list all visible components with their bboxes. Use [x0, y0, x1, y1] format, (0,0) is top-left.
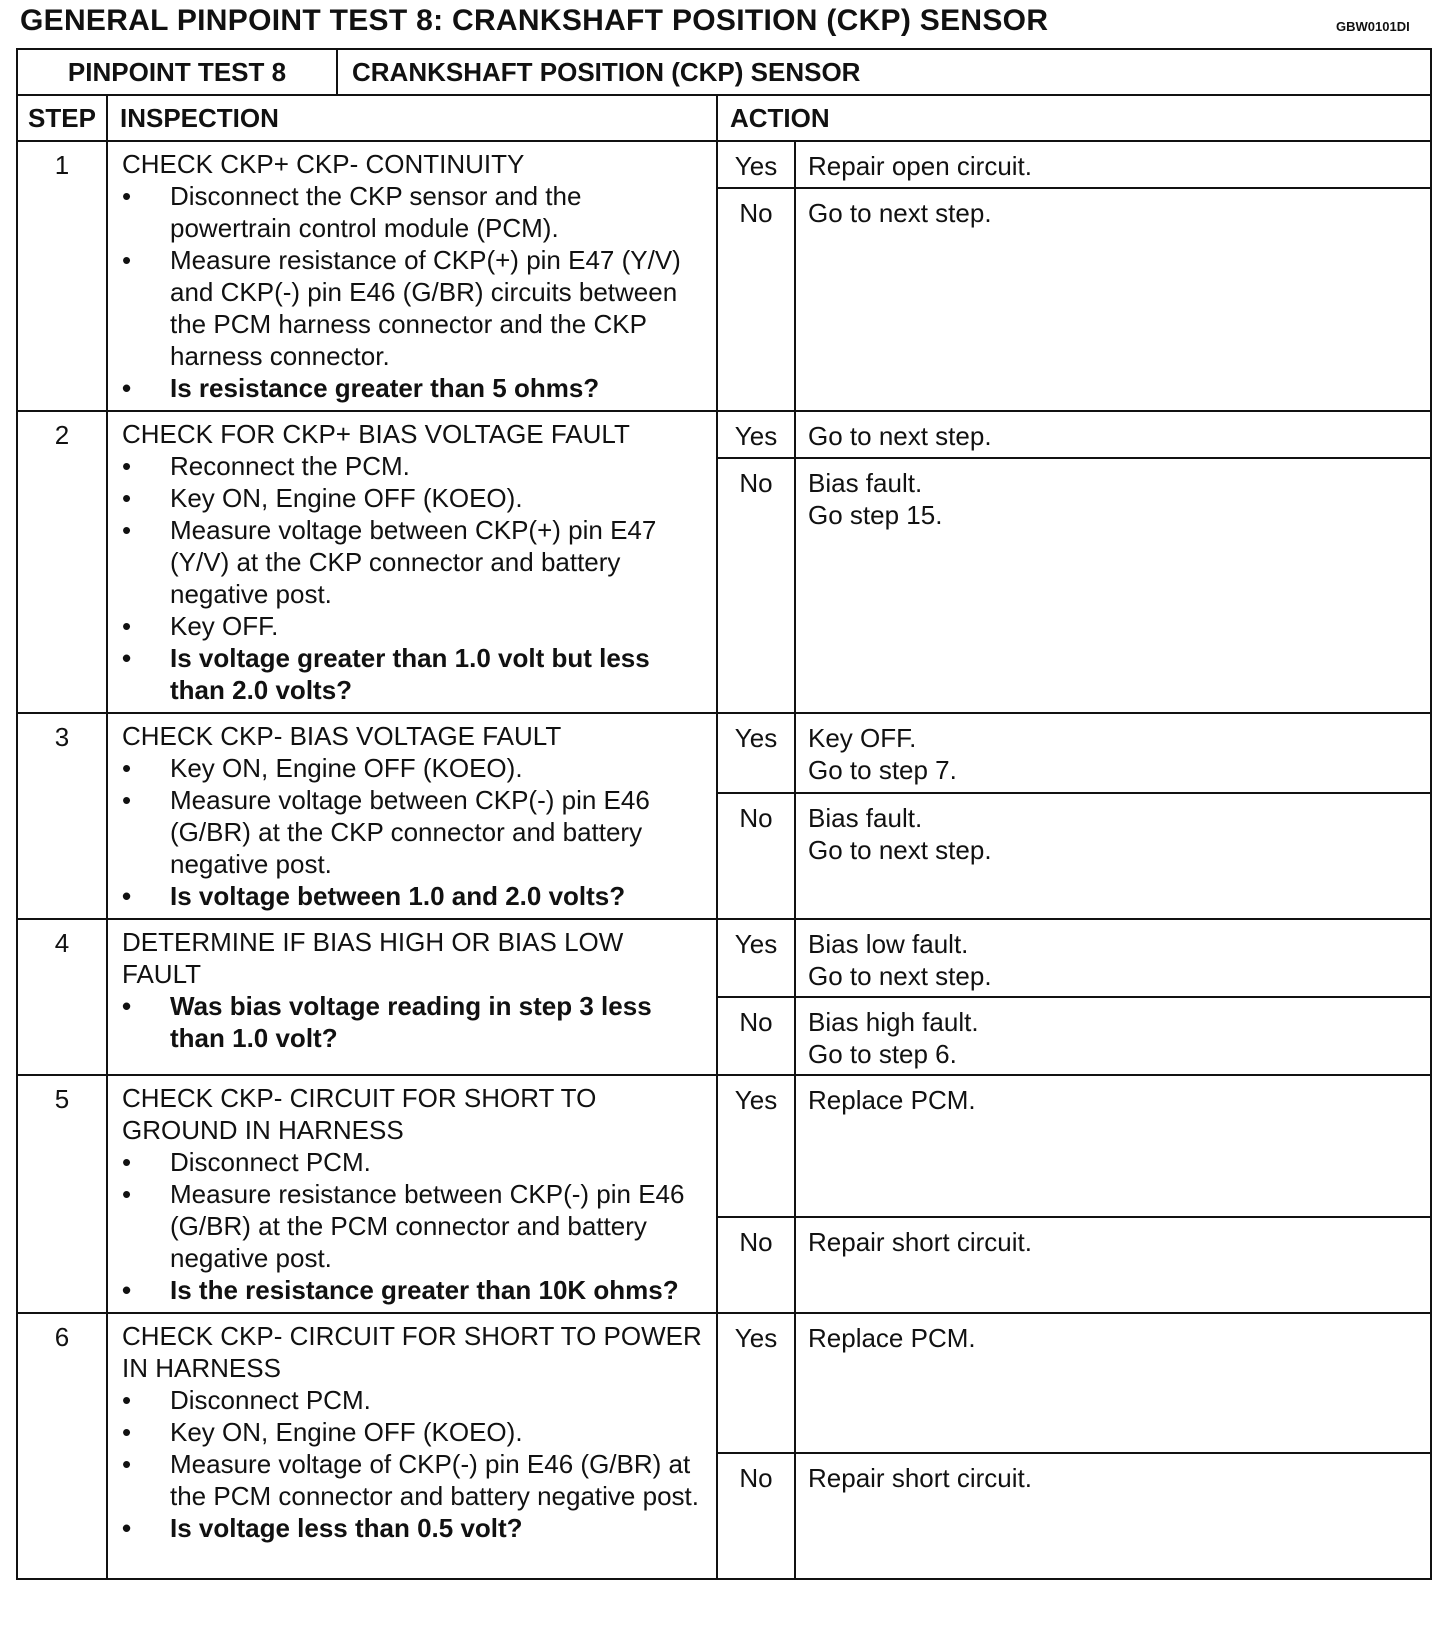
inspection-question: • Was bias voltage reading in step 3 less than 1.0 volt? — [122, 990, 704, 1054]
inspection-bullet: • Key OFF. — [122, 610, 704, 642]
inspection-question: • Is the resistance greater than 10K ohms? — [122, 1274, 704, 1306]
step-number: 3 — [17, 713, 107, 919]
pinpoint-test-table — [16, 48, 1432, 1580]
inspection-bullet: • Measure resistance of CKP(+) pin E47 (Y/V) and CKP(-) pin E46 (G/BR) circuits between the PCM harness connector and the CKP harness connector. — [122, 244, 704, 372]
step-number: 4 — [17, 919, 107, 1075]
yes-action — [795, 713, 1431, 793]
inspection-bullets — [122, 752, 704, 912]
no-action — [795, 1217, 1431, 1313]
no-action — [795, 188, 1431, 411]
inspection-bullet: • Measure resistance between CKP(-) pin E46 (G/BR) at the PCM connector and battery negative post. — [122, 1178, 704, 1274]
action-line: Bias high fault. — [808, 1007, 979, 1037]
inspection-title: DETERMINE IF BIAS HIGH OR BIAS LOW FAULT — [122, 927, 624, 989]
step-number: 5 — [17, 1075, 107, 1313]
action-line: Go to next step. — [808, 197, 992, 228]
action-line: Go to next step. — [808, 961, 992, 991]
yes-action — [795, 1313, 1431, 1453]
no-label: No — [717, 997, 795, 1075]
yes-label: Yes — [717, 713, 795, 793]
step-inspection — [107, 1075, 717, 1313]
action-line: Bias fault. — [808, 802, 923, 833]
yes-action — [795, 1075, 1431, 1217]
yes-label: Yes — [717, 141, 795, 188]
step-row-yes — [17, 1075, 1431, 1217]
column-header-inspection: INSPECTION — [107, 95, 717, 141]
yes-label: Yes — [717, 919, 795, 997]
step-inspection — [107, 411, 717, 713]
inspection-question: • Is resistance greater than 5 ohms? — [122, 372, 704, 404]
step-row-yes — [17, 919, 1431, 997]
step-number: 6 — [17, 1313, 107, 1579]
inspection-bullets — [122, 180, 704, 404]
inspection-title: CHECK CKP- BIAS VOLTAGE FAULT — [122, 721, 562, 751]
yes-label: Yes — [717, 1075, 795, 1217]
yes-label: Yes — [717, 1313, 795, 1453]
step-inspection — [107, 1313, 717, 1579]
action-line: Replace PCM. — [808, 1323, 976, 1353]
inspection-bullet: • Measure voltage between CKP(+) pin E47 (Y/V) at the CKP connector and battery negative post. — [122, 514, 704, 610]
action-line: Repair short circuit. — [808, 1227, 1032, 1258]
action-line: Repair short circuit. — [808, 1463, 1032, 1493]
yes-action — [795, 141, 1431, 188]
action-line: Bias fault. — [808, 468, 923, 499]
inspection-bullet: • Disconnect PCM. — [122, 1146, 704, 1178]
action-line: Go to step 7. — [808, 755, 957, 785]
inspection-bullets — [122, 450, 704, 706]
step-inspection — [107, 919, 717, 1075]
pinpoint-name: CRANKSHAFT POSITION (CKP) SENSOR — [337, 49, 1431, 95]
document-code: GBW0101DI — [1336, 19, 1410, 34]
inspection-title: CHECK CKP- CIRCUIT FOR SHORT TO POWER IN HARNESS — [122, 1321, 702, 1383]
step-number: 2 — [17, 411, 107, 713]
column-header-action: ACTION — [717, 95, 1431, 141]
action-line: Replace PCM. — [808, 1085, 976, 1115]
no-action — [795, 458, 1431, 713]
inspection-question: • Is voltage greater than 1.0 volt but less than 2.0 volts? — [122, 642, 704, 706]
inspection-bullets — [122, 1146, 704, 1306]
yes-action — [795, 919, 1431, 997]
inspection-bullet: • Key ON, Engine OFF (KOEO). — [122, 1416, 704, 1448]
inspection-bullets — [122, 1384, 704, 1544]
step-number: 1 — [17, 141, 107, 411]
inspection-title: CHECK CKP- CIRCUIT FOR SHORT TO GROUND IN HARNESS — [122, 1083, 597, 1145]
inspection-bullet: • Measure voltage of CKP(-) pin E46 (G/BR) at the PCM connector and battery negative post. — [122, 1448, 704, 1512]
step-row-yes — [17, 411, 1431, 458]
inspection-bullet: • Disconnect the CKP sensor and the powertrain control module (PCM). — [122, 180, 704, 244]
action-line: Go step 15. — [808, 500, 943, 531]
no-label: No — [717, 188, 795, 411]
action-line: Go to next step. — [808, 421, 992, 451]
column-header-step: STEP — [17, 95, 107, 141]
no-action — [795, 1453, 1431, 1579]
inspection-bullets — [122, 990, 704, 1054]
yes-action — [795, 411, 1431, 458]
action-line: Go to next step. — [808, 834, 992, 865]
no-label: No — [717, 1217, 795, 1313]
action-line: Repair open circuit. — [808, 151, 1032, 181]
inspection-question: • Is voltage less than 0.5 volt? — [122, 1512, 704, 1544]
no-action — [795, 793, 1431, 919]
step-row-yes — [17, 1313, 1431, 1453]
inspection-title: CHECK FOR CKP+ BIAS VOLTAGE FAULT — [122, 419, 630, 449]
inspection-bullet: • Key ON, Engine OFF (KOEO). — [122, 752, 704, 784]
page-title: GENERAL PINPOINT TEST 8: CRANKSHAFT POSITION (CKP) SENSOR — [20, 4, 1049, 37]
pinpoint-header-row — [17, 49, 1431, 95]
action-line: Bias low fault. — [808, 929, 969, 959]
no-label: No — [717, 1453, 795, 1579]
pinpoint-label: PINPOINT TEST 8 — [17, 49, 337, 95]
inspection-question: • Is voltage between 1.0 and 2.0 volts? — [122, 880, 704, 912]
step-row-yes — [17, 141, 1431, 188]
no-action — [795, 997, 1431, 1075]
no-label: No — [717, 793, 795, 919]
inspection-bullet: • Measure voltage between CKP(-) pin E46 (G/BR) at the CKP connector and battery negative post. — [122, 784, 704, 880]
step-row-yes — [17, 713, 1431, 793]
inspection-bullet: • Key ON, Engine OFF (KOEO). — [122, 482, 704, 514]
no-label: No — [717, 458, 795, 713]
yes-label: Yes — [717, 411, 795, 458]
inspection-bullet: • Reconnect the PCM. — [122, 450, 704, 482]
step-inspection — [107, 141, 717, 411]
column-header-row — [17, 95, 1431, 141]
step-inspection — [107, 713, 717, 919]
inspection-title: CHECK CKP+ CKP- CONTINUITY — [122, 149, 525, 179]
inspection-bullet: • Disconnect PCM. — [122, 1384, 704, 1416]
action-line: Key OFF. — [808, 723, 917, 753]
action-line: Go to step 6. — [808, 1039, 957, 1069]
